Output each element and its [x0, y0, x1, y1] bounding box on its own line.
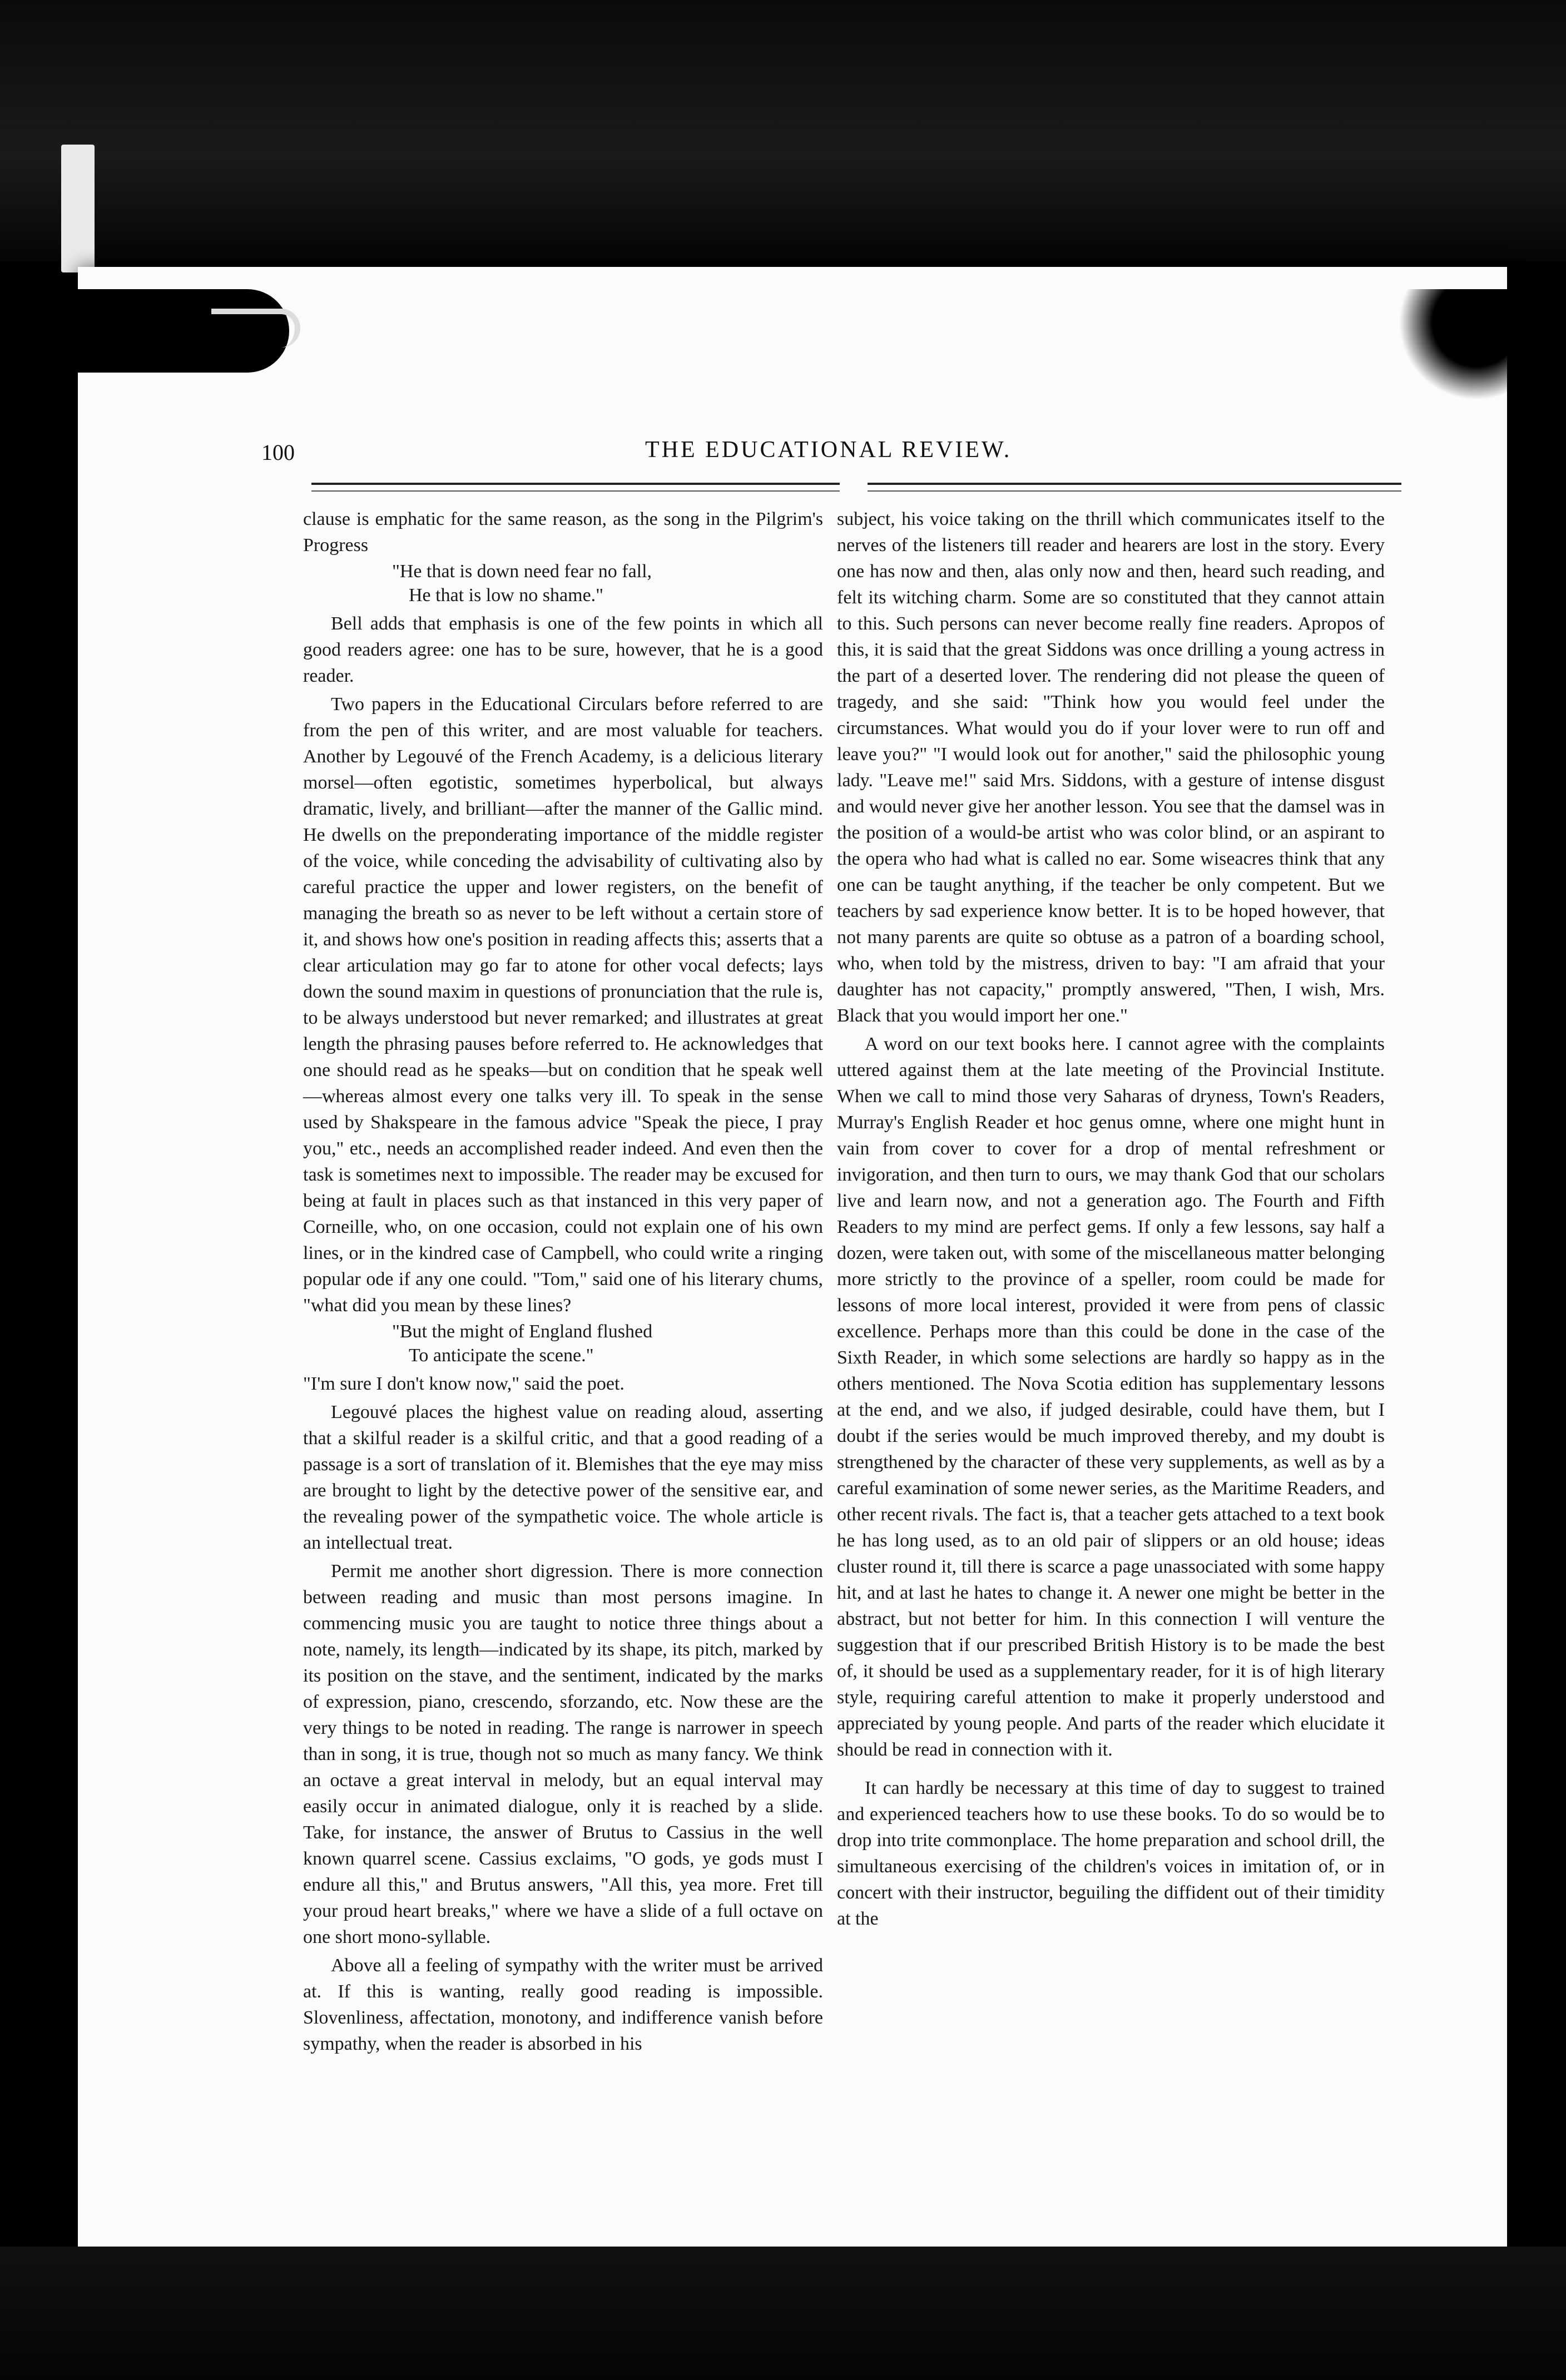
paragraph: Two papers in the Educational Circulars before referred to are from the pen of this writer, and are most valuable for teachers. Another by Legouvé of the French Academy, is a delicious literary morsel—often egotistic, sometimes hyperbolical, but always dramatic, lively, and brilliant—after the manner of the Gallic mind. He dwells on the preponderating importance of the middle register of the voice, while conceding the advisability of cultivating also by careful practice the upper and lower registers, on the benefit of managing the breath so as never to be left without a certain store of it, and shows how one's position in reading affects this; asserts that a clear articulation may go far to atone for other vocal defects; lays down the sound maxim in questions of pronunciation that the rule is, to be always understood but never remarked; and illustrates at great length the phrasing pauses before referred to. He acknowledges that one should read as he speaks—but on condition that he speak well—whereas almost every one talks very ill. To speak in the sense used by Shakspeare in the famous advice "Speak the piece, I pray you," etc., needs an accomplished reader indeed. And even then the task is sometimes next to impossible. The reader may be excused for being at fault in places such as that instanced in this very paper of Corneille, who, on one occasion, could not explain one of his own lines, or in the kindred case of Campbell, who could write a ringing popular ode if any one could. "Tom," said one of his literary chums, "what did you mean by these lines?	[303, 694, 823, 1316]
corner-shadow	[1399, 289, 1510, 400]
header-rule-right	[868, 483, 1401, 485]
paragraph: subject, his voice taking on the thrill which communicates itself to the nerves of the listeners till reader and hearers are lost in the story. Every one has now and then, alas only now and then, heard such reading, and felt its witching charm. Some are so constituted that they cannot attain to this. Such persons can never become really fine readers. Apropos of this, it is said that the great Siddons was once drilling a young actress in the part of a deserted lover. The rendering did not please the queen of tragedy, and she said: "Think how you would feel under the circumstances. What would you do if your lover were to run off and leave you?" "I would look out for another," said the philosophic young lady. "Leave me!" said Mrs. Siddons, with a gesture of intense disgust and would never give her another lesson. You see that the damsel was in the position of a would-be artist who was color blind, or an aspirant to the opera who had what is called no ear. Some wiseacres think that any one can be taught anything, if the teacher be only competent. But we teachers by sad experience know better. It is to be hoped however, that not many parents are quite so obtuse as a patron of a boarding school, who, when told by the mistress, driven to bay: "I am afraid that your daughter has not capacity," promptly answered, "Then, I wish, Mrs. Black that you would import her one."	[837, 509, 1385, 1026]
verse-line: "He that is down need fear no fall,	[392, 561, 652, 582]
binding-strip	[61, 145, 95, 272]
paragraph: Legouvé places the highest value on reading aloud, asserting that a skilful reader is a skilful critic, and that a good reading of a passage is a sort of translation of it. Blemishes that the eye may miss are brought to light by the detective power of the sensitive ear, and the revealing power of the sympathetic voice. The whole article is an intellectual treat.	[303, 1402, 823, 1553]
header-rule-left	[311, 483, 840, 485]
verse-quote	[392, 559, 823, 607]
verse-line: "But the might of England flushed	[392, 1321, 653, 1342]
paragraph: clause is emphatic for the same reason, as the song in the Pilgrim's Progress	[303, 509, 823, 556]
scan-dark-border-top	[0, 0, 1566, 261]
header-rule-right-thin	[868, 490, 1401, 492]
verse-line: To anticipate the scene."	[409, 1345, 594, 1366]
left-column	[303, 506, 823, 2057]
paragraph: A word on our text books here. I cannot agree with the complaints uttered against them at the late meeting of the Provincial Institute. When we call to mind those very Saharas of dryness, Town's Readers, Murray's English Reader et hoc genus omne, where one might hunt in vain from cover to cover for a drop of mental refreshment or invigoration, and then turn to ours, we may thank God that our scholars live and learn now, and not a generation ago. The Fourth and Fifth Readers to my mind are perfect gems. If only a few lessons, say half a dozen, were taken out, with some of the miscellaneous matter belonging more strictly to the province of a speller, room could be made for lessons of more local interest, provided it were from pens of classic excellence. Perhaps more than this could be done in the case of the Sixth Reader, in which some selections are hardly so happy as in the others mentioned. The Nova Scotia edition has supplementary lessons at the end, and we also, if judged desirable, could have them, but I doubt if the series would be much improved thereby, and my doubt is strengthened by the character of these very supplements, as well as by a careful examination of some newer series, as the Maritime Readers, and other recent rivals. The fact is, that a teacher gets attached to a text book he has long used, as to an old pair of slippers or an old house; ideas cluster round it, till there is scarce a page unassociated with some happy hit, and at last he hates to change it. A newer one might be better in the abstract, but not better for him. In this connection I will venture the suggestion that if our prescribed British History is to be made the best of, it should be used as a supplementary reader, for it is of high literary style, requiring careful attention to make it properly understood and appreciated by young people. And parts of the reader which elucidate it should be read in connection with it.	[837, 1034, 1385, 1760]
journal-title: THE EDUCATIONAL REVIEW.	[645, 437, 1012, 463]
binder-clip-highlight	[211, 309, 300, 348]
scan-dark-border-bottom	[0, 2247, 1566, 2380]
paragraph: "I'm sure I don't know now," said the poet.	[303, 1374, 625, 1394]
page-number: 100	[261, 440, 295, 465]
header-rule-left-thin	[311, 490, 840, 492]
verse-line: He that is low no shame."	[409, 585, 604, 606]
paragraph: Permit me another short digression. There is more connection between reading and music than most persons imagine. In commencing music you are taught to notice three things about a note, namely, its length—indicated by its shape, its pitch, marked by its position on the stave, and the sentiment, indicated by the marks of expression, piano, crescendo, sforzando, etc. Now these are the very things to be noted in reading. The range is narrower in speech than in song, it is true, though not so much as many fancy. We think an octave a great interval in melody, but an equal interval may easily occur in animated dialogue, only it is reached by a slide. Take, for instance, the answer of Brutus to Cassius in the well known quarrel scene. Cassius exclaims, "O gods, ye gods must I endure all this," and Brutus answers, "All this, yea more. Fret till your proud heart breaks," where we have a slide of a full octave on one short mono-syllable.	[303, 1561, 823, 1947]
paragraph: Bell adds that emphasis is one of the few points in which all good readers agree: one has to be sure, however, that he is a good reader.	[303, 613, 823, 686]
paragraph: Above all a feeling of sympathy with the writer must be arrived at. If this is wanting, really good reading is impossible. Slovenliness, affectation, monotony, and indifference vanish before sympathy, when the reader is absorbed in his	[303, 1955, 823, 2054]
paragraph: It can hardly be necessary at this time of day to suggest to trained and experienced teachers how to use these books. To do so would be to drop into trite commonplace. The home preparation and school drill, the simultaneous exercising of the children's voices in imitation of, or in concert with their instructor, beguiling the diffident out of their timidity at the	[837, 1778, 1385, 1929]
right-column	[837, 506, 1385, 1932]
verse-quote	[392, 1320, 823, 1367]
